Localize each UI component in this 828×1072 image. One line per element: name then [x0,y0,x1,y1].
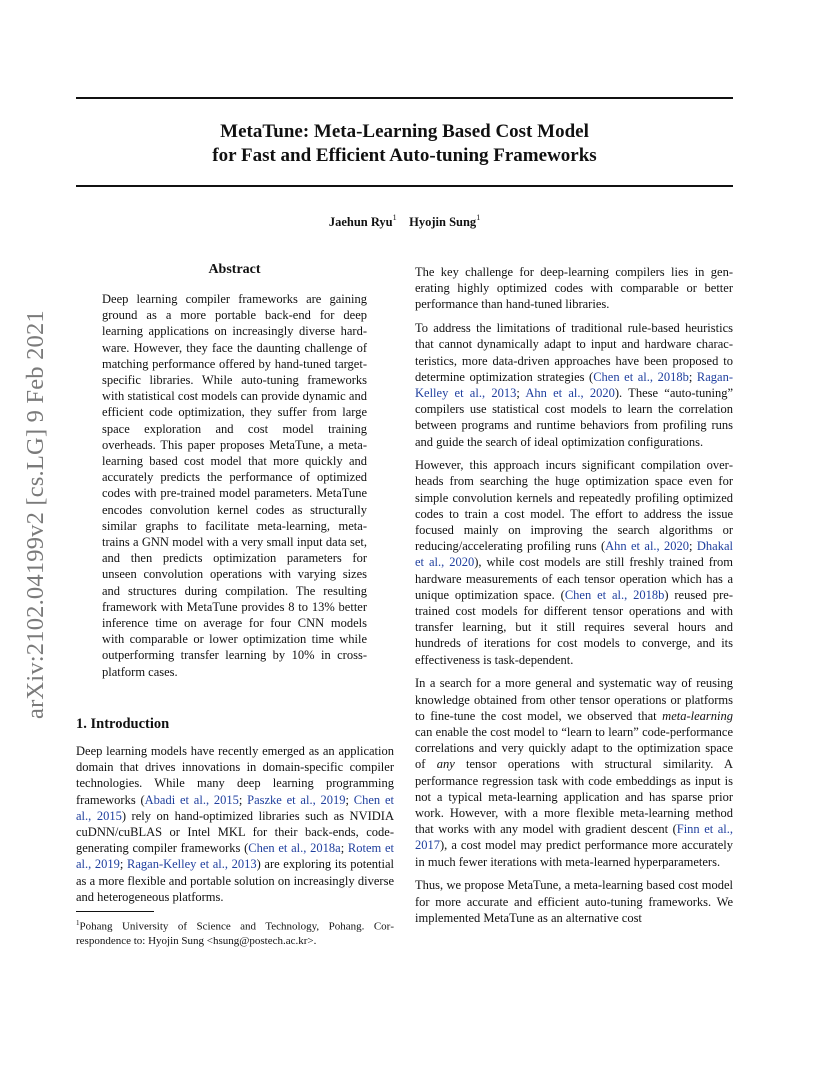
bottom-title-rule [76,185,733,187]
citation-link[interactable]: Ahn et al., 2020 [605,539,690,554]
body-text: ; [516,385,526,400]
citation-link[interactable]: Chen et al., 2018b [593,369,689,384]
emphasis: meta-learning [662,708,733,723]
body-text: ; [689,539,697,554]
footnote-text: Pohang University of Science and Technology, Pohang. Correspondence to: Hyojin Sung <hsung@postech.ac.kr>. [76,920,394,948]
body-text: ) are exploring its potential as a more flexible and portable solution on increasingly diverse and heterogeneous platforms. [76,857,394,904]
footnote-mark: 1 [76,919,80,927]
arxiv-identifier: arXiv:2102.04199v2 [cs.LG] 9 Feb 2021 [22,310,49,719]
body-text: ; [119,857,128,872]
intro-paragraph [76,743,394,905]
citation-link[interactable]: Chen et al., 2018b [564,587,665,602]
abstract-heading: Abstract [208,262,261,277]
body-text: To address the limitations of traditional rule-based heuristics that cannot dynamically adapt to input and hardware characteristics, more data-driven approaches have been proposed to determine optimization strategies ( [415,321,733,384]
paragraph [415,675,733,869]
section-heading: 1. Introduction [76,716,170,732]
body-text: ), while cost models are still freshly trained from hardware measurements of each tensor operation which has a unique optimization space. ( [415,555,734,602]
author-name: Jaehun Ryu [328,215,393,229]
paragraph [415,320,733,450]
citation-link[interactable]: Rotem et al., 2019 [76,841,394,872]
body-text: tensor operations with structural similarity. A performance regression task with code embeddings as input is not a typical meta-learning application and has sparse prior work. However, with a more flexible meta-learning method that works with any model with gradient descent ( [415,757,733,837]
title-line-2: for Fast and Efficient Auto-tuning Frameworks [212,145,597,166]
affiliation-mark: 1 [392,213,397,222]
author-list [76,215,733,230]
citation-link[interactable]: Ragan-Kelley et al., 2013 [127,857,257,872]
citation-link[interactable]: Finn et al., 2017 [415,822,733,853]
footnote-rule [76,911,154,912]
paragraph: The key challenge for deep-learning compilers lies in generating highly optimized codes with comparable or better performance than hand-tuned libraries. [415,265,733,312]
body-text: However, this approach incurs significant compilation overheads from searching the huge optimization space even for simple convolution kernels and repeatedly profiling optimized codes to train a cost model. The effort to address the issue focused mainly on improving the search algorithms or reducing/accelerating profiling runs ( [415,458,733,554]
paragraph: Thus, we propose MetaTune, a meta-learning based cost model for more accurate and efficient auto-tuning frameworks. We implemented MetaTune as an alternative cost [415,878,733,925]
citation-link[interactable]: Chen et al., 2015 [76,792,394,823]
right-column [415,264,733,933]
citation-link[interactable]: Dhakal et al., 2020 [415,539,733,570]
body-text: can enable the cost model to “learn to learn” code-performance correlations and very quickly adapt to the optimization space of [415,724,733,772]
citation-link[interactable]: Chen et al., 2018a [248,841,341,856]
body-text: In a search for a more general and systematic way of reusing knowledge obtained from other tensor operations or platforms to fine-tune the cost model, we observed that [415,676,733,723]
body-text: ). These “auto-tuning” compilers use statistical cost models to learn the correlation between programs and runtime behaviors from profiling runs and guide the search of ideal optimization configurations. [415,385,733,449]
author-name: Hyojin Sung [409,215,477,229]
title-line-1: MetaTune: Meta-Learning Based Cost Model [220,121,589,142]
body-text: ; [340,841,348,856]
body-text: ; [688,369,697,384]
paper-title [76,120,733,168]
emphasis: any [436,757,455,772]
body-text: ; [345,792,354,807]
body-text: ; [238,792,248,807]
citation-link[interactable]: Abadi et al., 2015 [144,792,239,807]
affiliation-mark: 1 [476,213,481,222]
top-rule [76,97,733,99]
body-text: ) rely on hand-optimized libraries such as NVIDIA cuDNN/cuBLAS or Intel MKL for their back-ends, code-generating compiler frameworks ( [76,808,394,856]
body-text: Deep learning models have recently emerged as an application domain that drives innovations in domain-specific compiler technologies. While many deep learning programming frameworks ( [76,744,394,807]
footnote [76,916,394,949]
citation-link[interactable]: Ragan-Kelley et al., 2013 [415,369,733,400]
citation-link[interactable]: Ahn et al., 2020 [525,385,615,400]
citation-link[interactable]: Paszke et al., 2019 [247,792,346,807]
abstract-text: Deep learning compiler frameworks are gaining ground as a more portable back-end for deep learning applications on increasingly diverse hardware. However, they face the daunting challenge of matching performance offered by hand-tuned target-specific libraries. While auto-tuning frameworks with statistical cost models can provide dynamic and efficient code optimization, they suffer from large space exploration and cost model training overheads. This paper proposes MetaTune, a meta-learning based cost model that more quickly and accurately predicts the performance of optimized codes with pre-trained model parameters. MetaTune encodes convolution kernel codes as structurally similar graphs to facilitate meta-learning, meta-trains a GNN model with a very small input data set, and then predicts optimization parameters for unseen convolution operations with varying sizes and structures during compilation. The resulting framework with MetaTune provides 8 to 13% better inference time on average for four CNN models with comparable or lower optimization time while outperforming transfer learning by 10% in cross-platform cases. [102,292,367,679]
body-text: ) reused pre-trained cost models for different tensor operations and with transfer learning, but it still requires several hours and hundreds of iterations for cost models to converge, and its effectiveness is task-dependent. [415,587,733,667]
body-text: ), a cost model may predict performance more accurately in much fewer iterations with meta-learned hyperparameters. [415,838,733,869]
paragraph [415,457,733,668]
